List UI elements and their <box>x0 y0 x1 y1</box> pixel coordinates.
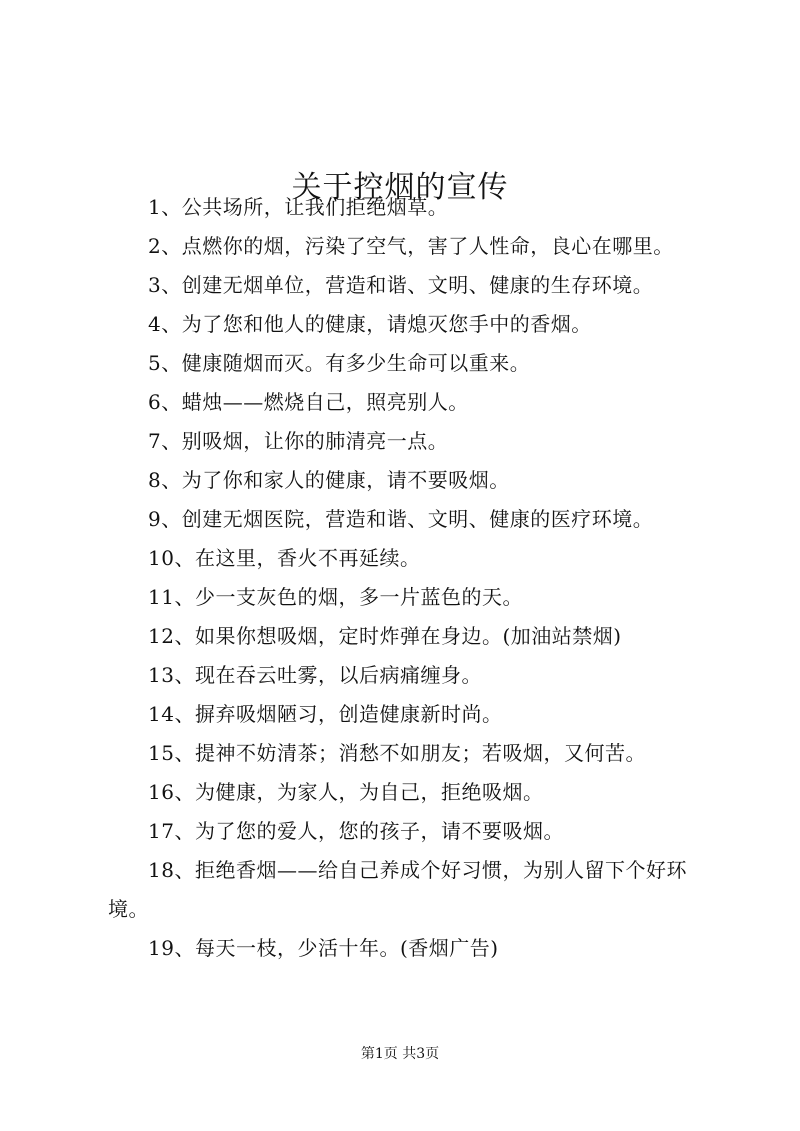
slogan-list <box>108 188 700 968</box>
list-item: 1、公共场所，让我们拒绝烟草。 <box>148 195 449 219</box>
list-item: 17、为了您的爱人，您的孩子，请不要吸烟。 <box>148 819 564 843</box>
list-item: 9、创建无烟医院，营造和谐、文明、健康的医疗环境。 <box>148 507 654 531</box>
list-item: 7、别吸烟，让你的肺清亮一点。 <box>148 429 449 453</box>
list-item: 4、为了您和他人的健康，请熄灭您手中的香烟。 <box>148 312 592 336</box>
list-item: 19、每天一枝，少活十年。(香烟广告) <box>148 936 499 960</box>
list-item: 15、提神不妨清茶；消愁不如朋友；若吸烟，又何苦。 <box>148 741 646 765</box>
list-item: 16、为健康，为家人，为自己，拒绝吸烟。 <box>148 780 544 804</box>
document-title: 关于控烟的宣传 <box>291 170 509 206</box>
list-item: 2、点燃你的烟，污染了空气，害了人性命，良心在哪里。 <box>148 234 674 258</box>
list-item: 14、摒弃吸烟陋习，创造健康新时尚。 <box>148 702 503 726</box>
list-item: 3、创建无烟单位，营造和谐、文明、健康的生存环境。 <box>148 273 654 297</box>
list-item: 8、为了你和家人的健康，请不要吸烟。 <box>148 468 510 492</box>
list-item: 10、在这里，香火不再延续。 <box>148 546 421 570</box>
list-item: 6、蜡烛——燃烧自己，照亮别人。 <box>148 390 469 414</box>
page-number: 第1页 共3页 <box>360 1046 440 1062</box>
list-item: 11、少一支灰色的烟，多一片蓝色的天。 <box>148 585 523 609</box>
list-item: 13、现在吞云吐雾，以后病痛缠身。 <box>148 663 482 687</box>
list-item: 12、如果你想吸烟，定时炸弹在身边。(加油站禁烟) <box>148 624 622 648</box>
list-item: 5、健康随烟而灭。有多少生命可以重来。 <box>148 351 531 375</box>
list-item: 18、拒绝香烟——给自己养成个好习惯，为别人留下个好环境。 <box>108 858 687 921</box>
